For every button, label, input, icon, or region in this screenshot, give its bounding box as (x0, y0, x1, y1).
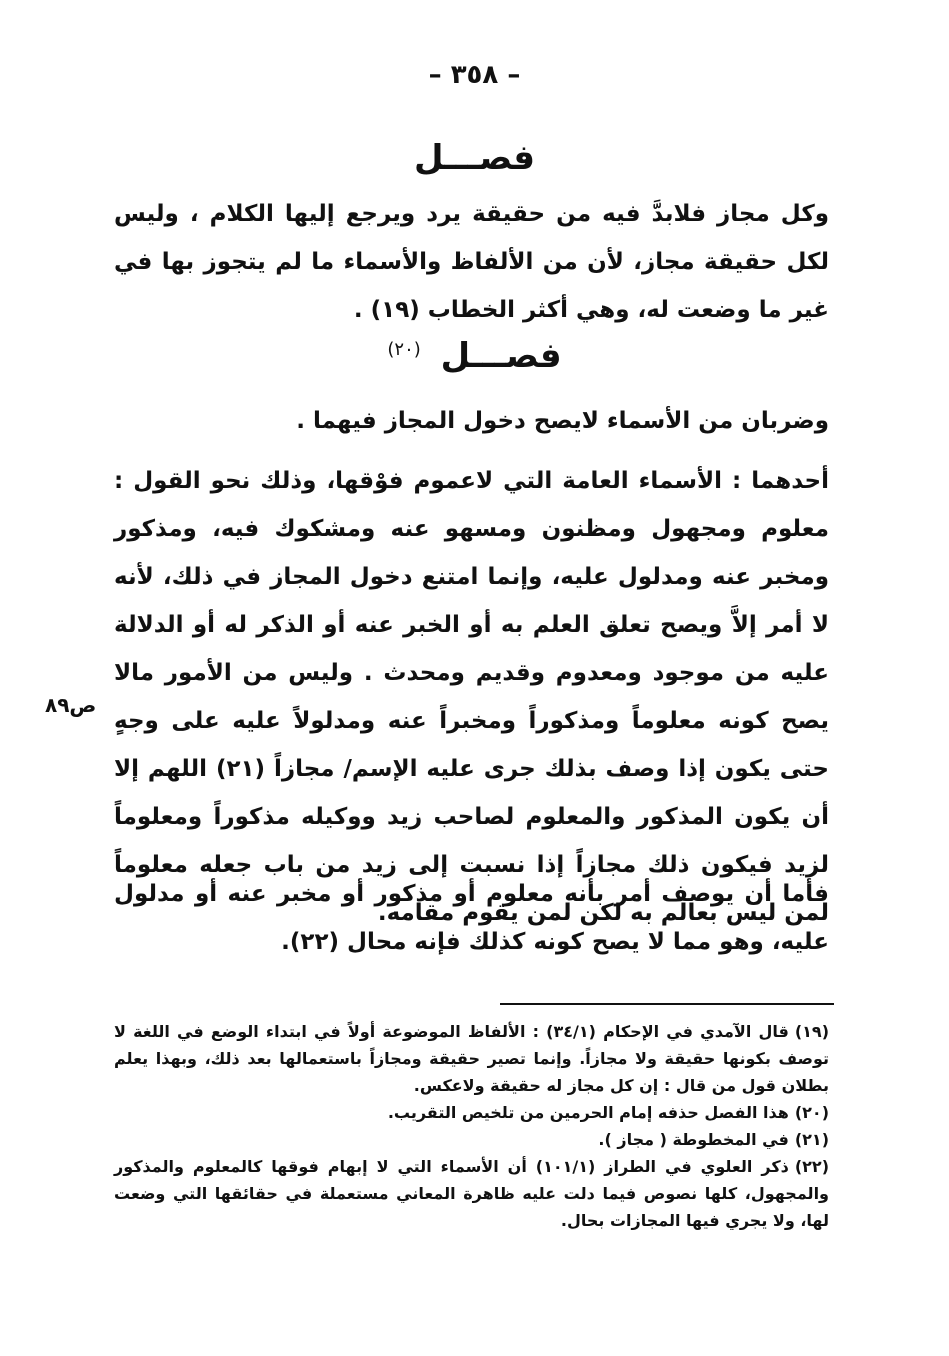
section-title-2 (0, 338, 949, 375)
footnote-19 (114, 1018, 829, 1099)
section-title-text: فصـــل (440, 336, 562, 376)
footnote-21 (114, 1126, 829, 1153)
page-number: – ٣٥٨ – (428, 60, 521, 90)
footnote-22 (114, 1153, 829, 1234)
footnote-20 (114, 1099, 829, 1126)
footnote-number: (٢١) (794, 1130, 829, 1149)
paragraph-1: وكل مجاز فلابدَّ فيه من حقيقة يرد ويرجع إليها الكلام ، وليس لكل حقيقة مجاز، لأن من الألفاظ والأسماء ما لم يتجوز بها في غير ما وضعت له، وهي أكثر الخطاب (١٩) . (114, 201, 829, 323)
section-title-1 (0, 140, 949, 177)
paragraph-2: وضربان من الأسماء لايصح دخول المجاز فيهما . (296, 408, 829, 434)
footnote-divider (500, 1003, 834, 1005)
section-title-text: فصـــل (414, 138, 535, 178)
footnote-number: (١٩) (794, 1022, 829, 1041)
footnote-text: في المخطوطة ( مجاز ). (598, 1130, 789, 1149)
footnote-text: هذا الفصل حذفه إمام الحرمين من تلخيص التقريب. (387, 1103, 789, 1122)
margin-page-note: ص٨٩ (45, 693, 97, 717)
footnote-number: (٢٠) (794, 1103, 829, 1122)
footnote-number: (٢٢) (794, 1157, 829, 1176)
paragraph-4: فأما أن يوصف أمر بأنه معلوم أو مذكور أو مخبر عنه أو مدلول عليه، وهو مما لا يصح كونه كذلك فإنه محال (٢٢). (114, 881, 829, 955)
footnote-text: قال الآمدي في الإحكام (٣٤/١) : الألفاظ الموضوعة أولاً في ابتداء الوضع في اللغة لا توصف بكونها حقيقة ولا مجازاً. وإنما تصير حقيقة ومجازاً باستعمالها بعد ذلك، وبهذا يعلم بطلان قول من قال : إن كل مجاز له حقيقة ولاعكس. (114, 1022, 829, 1095)
footnote-text: ذكر العلوي في الطراز (١٠١/١) أن الأسماء التي لا إبهام فوقها كالمعلوم والمذكور والمجهول، كلها نصوص فيما دلت عليه ظاهرة المعاني مستعملة في حقائقها التي وضعت لها، ولا يجري فيها المجازات بحال. (114, 1157, 829, 1230)
paragraph-3: أحدهما : الأسماء العامة التي لاعموم فوْقها، وذلك نحو القول : معلوم ومجهول ومظنون ومسهو عنه ومشكوك فيه، ومذكور ومخبر عنه ومدلول عليه، وإنما امتنع دخول المجاز في ذلك، لأنه لا أمر إلاَّ ويصح تعلق العلم به أو الخبر عنه أو الذكر له أو الدلالة عليه من موجود ومعدوم وقديم ومحدث . وليس من الأمور مالا يصح كونه معلوماً ومذكوراً ومخبراً عنه ومدلولاً عليه على وجهٍ حتى يكون إذا وصف بذلك جرى عليه الإسم/ مجازاً (٢١) اللهم إلا أن يكون المذكور والمعلوم لصاحب زيد ووكيله مذكوراً ومعلوماً لزيد فيكون ذلك مجازاً إذا نسبت إلى زيد من باب جعله معلوماً لمن ليس بعالم به لكن لمن يقوم مقامه. (114, 468, 830, 926)
footnote-reference: (٢٠) (387, 338, 421, 360)
footnotes (114, 1018, 829, 1234)
